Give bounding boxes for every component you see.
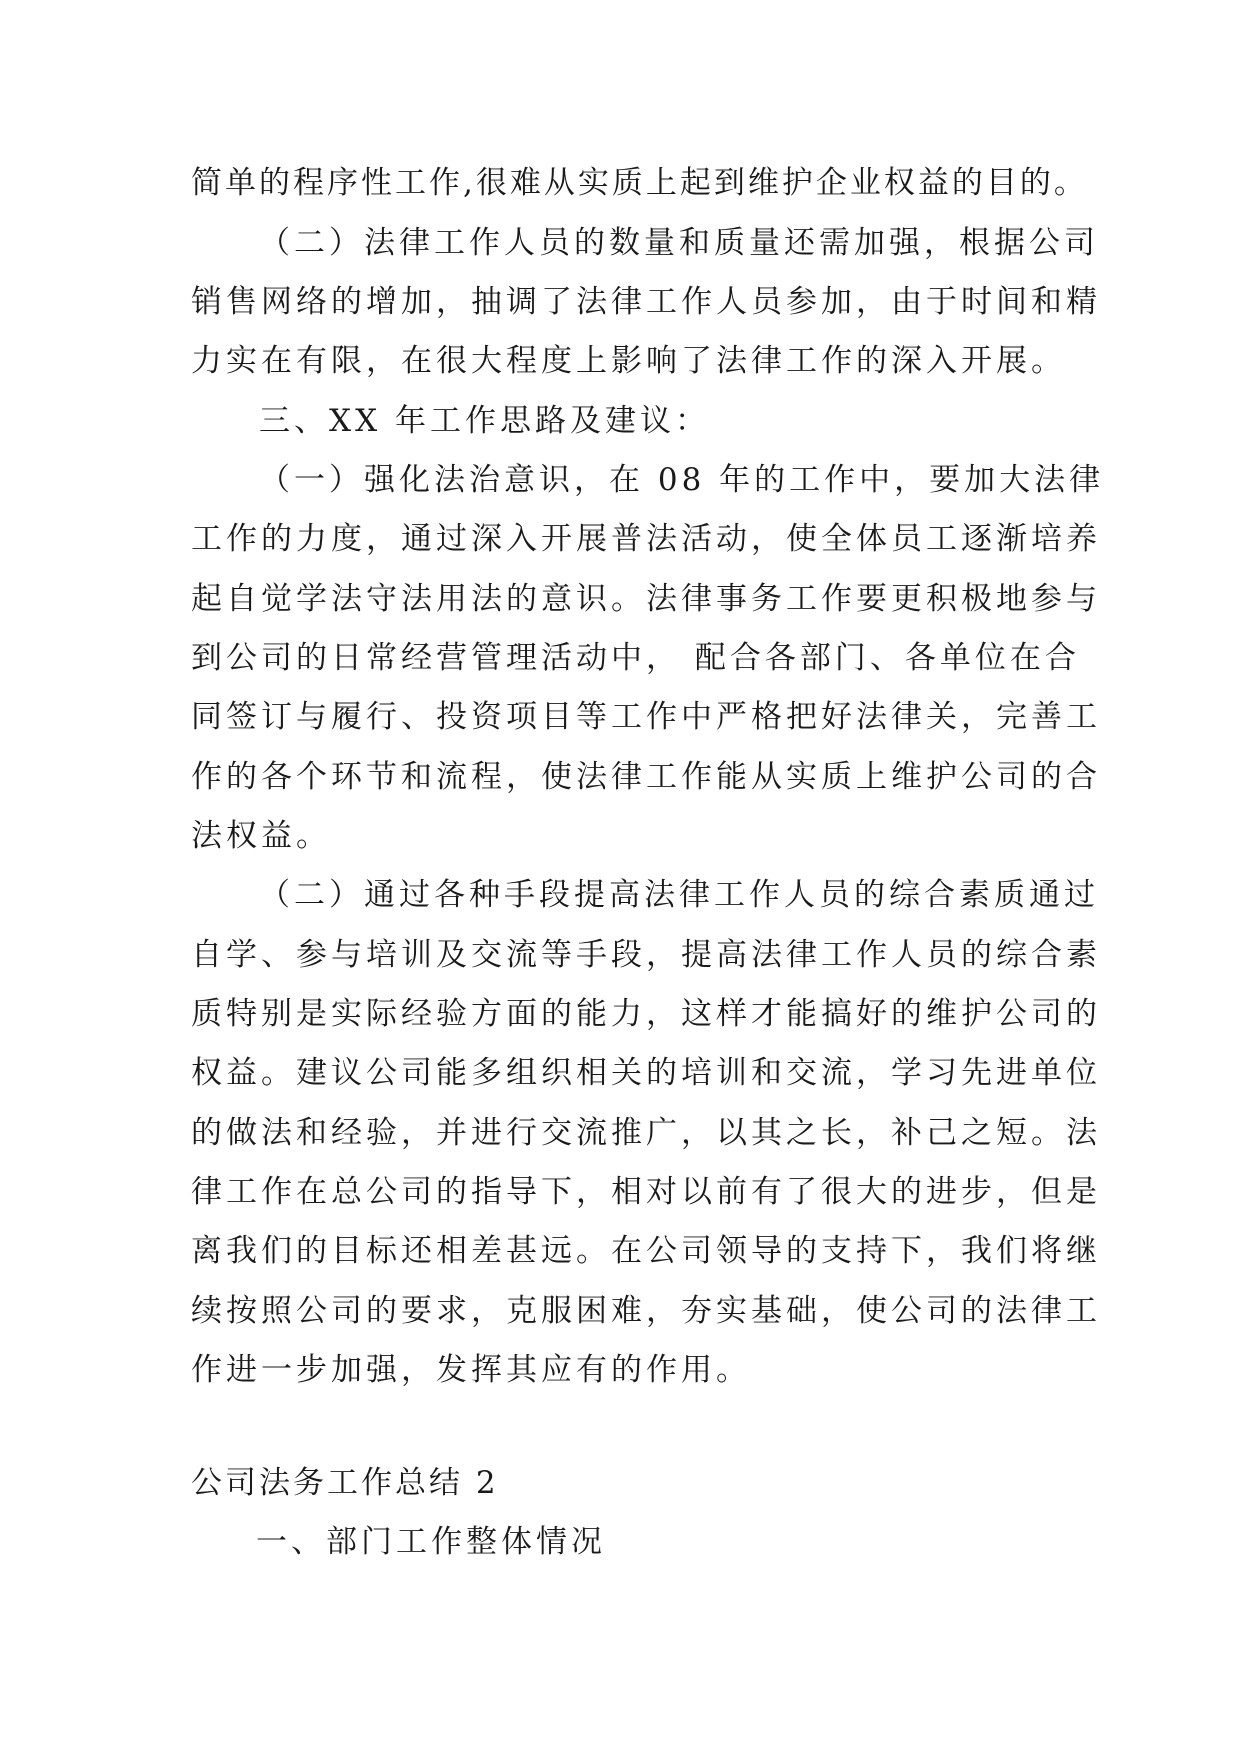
paragraph-line: 法权益。	[191, 818, 331, 854]
paragraph-line: 律工作在总公司的指导下，相对以前有了很大的进步，但是	[191, 1174, 1101, 1210]
paragraph-line: 自学、参与培训及交流等手段，提高法律工作人员的综合素	[191, 937, 1101, 973]
paragraph-line: 简单的程序性工作,很难从实质上起到维护企业权益的目的。	[191, 165, 1088, 201]
paragraph-line: 到公司的日常经营管理活动中， 配合各部门、各单位在合	[191, 640, 1080, 676]
paragraph-line: 工作的力度，通过深入开展普法活动，使全体员工逐渐培养	[191, 521, 1101, 557]
paragraph-line: 同签订与履行、投资项目等工作中严格把好法律关，完善工	[191, 699, 1101, 735]
paragraph-line: 质特别是实际经验方面的能力，这样才能搞好的维护公司的	[191, 996, 1101, 1032]
section-heading: 一、部门工作整体情况	[256, 1524, 606, 1560]
section-heading: 三、XX 年工作思路及建议：	[259, 403, 710, 439]
paragraph-line: 力实在有限，在很大程度上影响了法律工作的深入开展。	[191, 343, 1066, 379]
document-title: 公司法务工作总结 2	[191, 1465, 499, 1501]
paragraph-line: 权益。建议公司能多组织相关的培训和交流，学习先进单位	[191, 1055, 1101, 1091]
paragraph-line: 作进一步加强，发挥其应有的作用。	[191, 1352, 751, 1388]
paragraph-line: 作的各个环节和流程，使法律工作能从实质上维护公司的合	[191, 759, 1101, 795]
paragraph-line: 销售网络的增加，抽调了法律工作人员参加，由于时间和精	[191, 284, 1101, 320]
paragraph-line: （二）法律工作人员的数量和质量还需加强，根据公司	[259, 225, 1099, 261]
paragraph-line: 续按照公司的要求，克服困难，夯实基础，使公司的法律工	[191, 1293, 1101, 1329]
paragraph-line: 起自觉学法守法用法的意识。法律事务工作要更积极地参与	[191, 581, 1101, 617]
paragraph-line: 的做法和经验，并进行交流推广，以其之长，补己之短。法	[191, 1115, 1101, 1151]
paragraph-line: 离我们的目标还相差甚远。在公司领导的支持下，我们将继	[191, 1233, 1101, 1269]
paragraph-line: （二）通过各种手段提高法律工作人员的综合素质通过	[259, 877, 1099, 913]
paragraph-line: （一）强化法治意识，在 08 年的工作中，要加大法律	[259, 462, 1105, 498]
